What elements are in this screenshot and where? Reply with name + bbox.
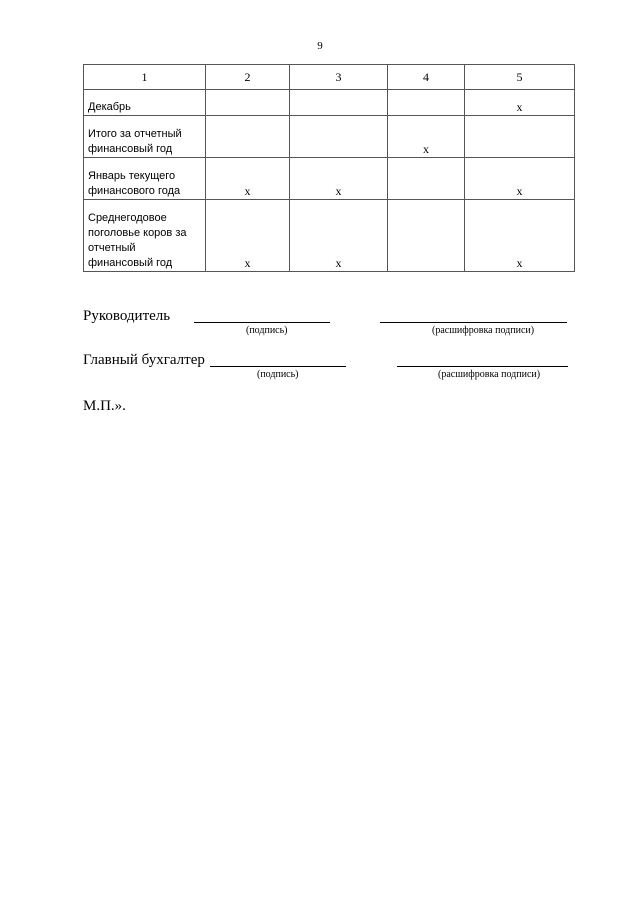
head-title: Руководитель — [83, 308, 171, 324]
report-table — [83, 64, 575, 272]
table-cell: х — [290, 200, 388, 272]
table-cell — [206, 90, 290, 116]
table-cell — [290, 116, 388, 158]
row-label: Среднегодовое поголовье коров за отчетный финансовый год — [84, 200, 206, 272]
accountant-signature-line[interactable] — [210, 366, 346, 367]
column-header: 3 — [290, 65, 388, 90]
table-cell — [206, 116, 290, 158]
table-cell: х — [388, 116, 465, 158]
head-decoding-caption: (расшифровка подписи) — [432, 325, 535, 336]
column-header: 1 — [84, 65, 206, 90]
table-cell: х — [465, 90, 575, 116]
table-cell — [388, 90, 465, 116]
column-header: 2 — [206, 65, 290, 90]
table-row — [84, 200, 575, 272]
table-cell: х — [206, 200, 290, 272]
head-signature-caption: (подпись) — [246, 325, 288, 336]
row-label: Январь текущего финансового года — [84, 158, 206, 200]
table-cell: х — [465, 158, 575, 200]
table-cell — [388, 158, 465, 200]
head-decoding-line[interactable] — [380, 322, 567, 323]
accountant-signature-caption: (подпись) — [257, 369, 299, 380]
column-header: 4 — [388, 65, 465, 90]
table-cell: х — [206, 158, 290, 200]
table-header-row — [84, 65, 575, 90]
table-row — [84, 90, 575, 116]
row-label: Декабрь — [84, 90, 206, 116]
stamp-label: М.П.». — [83, 398, 126, 414]
accountant-title: Главный бухгалтер — [83, 352, 205, 368]
table-cell — [465, 116, 575, 158]
table-cell: х — [290, 158, 388, 200]
table-cell: х — [465, 200, 575, 272]
row-label: Итого за отчетный финансовый год — [84, 116, 206, 158]
column-header: 5 — [465, 65, 575, 90]
table-row — [84, 116, 575, 158]
table-cell — [388, 200, 465, 272]
table-row — [84, 158, 575, 200]
page-number: 9 — [317, 40, 323, 52]
head-signature-line[interactable] — [194, 322, 330, 323]
table-cell — [290, 90, 388, 116]
accountant-decoding-caption: (расшифровка подписи) — [438, 369, 541, 380]
accountant-decoding-line[interactable] — [397, 366, 568, 367]
